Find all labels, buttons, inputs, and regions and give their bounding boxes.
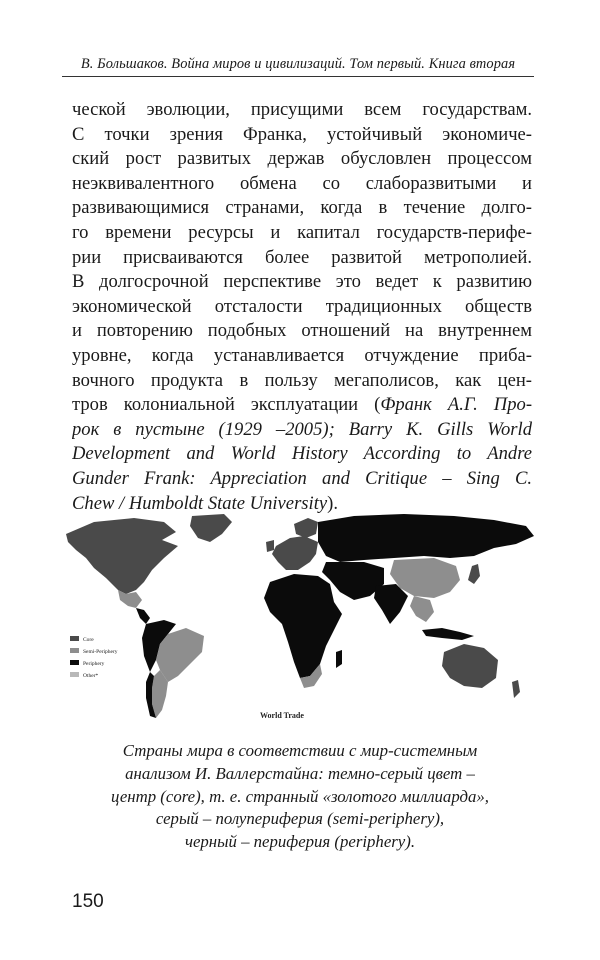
map-legend xyxy=(70,636,118,679)
text-line: вочного продукта в пользу мегаполисов, как цен- xyxy=(72,369,532,391)
citation-line: Development and World History According to Andre xyxy=(72,443,532,465)
text-line: уровне, когда устанавливается отчуждение приба- xyxy=(72,344,532,366)
text-segment: ). xyxy=(327,492,338,514)
caption-line: черный – периферия (periphery). xyxy=(184,832,416,852)
mexico-semi-periphery xyxy=(118,590,142,608)
greenland xyxy=(190,514,232,542)
legend-swatch-other xyxy=(70,672,79,677)
legend-label-other: Other* xyxy=(83,673,99,679)
citation-segment: Chew / Humboldt State University xyxy=(72,492,328,514)
southeast-asia-semi-periphery xyxy=(410,596,434,622)
legend-swatch-semi-periphery xyxy=(70,648,79,653)
caption-line: центр (core), т. е. странный «золотого миллиарда», xyxy=(111,786,489,806)
text-line: В долгосрочной перспективе это ведет к развитию xyxy=(72,271,532,293)
north-america-core xyxy=(66,518,178,594)
text-line: и повторению подобных отношений на внутреннем xyxy=(72,320,532,342)
new-zealand-core xyxy=(512,680,520,698)
citation-line: Gunder Frank: Appreciation and Critique – Sing C. xyxy=(72,467,532,489)
caption-line: анализом И. Валлерстайна: темно-серый цвет – xyxy=(125,763,475,783)
russia-periphery xyxy=(318,514,534,562)
text-line: ческой эволюции, присущими всем государствам. xyxy=(72,99,532,120)
text-segment: тров колониальной эксплуатации ( xyxy=(72,394,381,416)
map-title: World Trade xyxy=(260,711,304,720)
caption-line: серый – полупериферия (semi-periphery), xyxy=(155,809,445,829)
text-line: развивающимися странами, когда в течение долго- xyxy=(72,197,532,219)
caption-line: Страны мира в соответствии с мир-системным xyxy=(122,741,478,760)
text-line: неэквивалентного обмена со слаборазвитыми и xyxy=(72,172,532,194)
citation-segment: Франк А.Г. Про- xyxy=(380,394,532,416)
text-line: го времени ресурсы и капитал государств-перифе- xyxy=(72,221,532,243)
text-line xyxy=(72,393,532,418)
europe-core xyxy=(272,536,318,570)
body-text xyxy=(72,98,532,516)
madagascar-periphery xyxy=(336,650,342,668)
citation-line: рок в пустыне (1929 –2005); Barry K. Gills World xyxy=(72,418,532,440)
text-line: экономической отсталости традиционных обществ xyxy=(72,295,532,317)
legend-label-semi-periphery: Semi-Periphery xyxy=(83,649,118,655)
australia-core xyxy=(442,644,498,688)
page-number: 150 xyxy=(72,891,104,912)
japan-core xyxy=(468,564,480,584)
africa-periphery xyxy=(264,574,342,678)
figure-caption xyxy=(70,740,530,854)
uk-core xyxy=(266,540,274,552)
world-map-figure xyxy=(64,512,540,734)
scandinavia-core xyxy=(294,518,318,538)
legend-swatch-core xyxy=(70,636,79,641)
legend-label-periphery: Periphery xyxy=(83,661,105,667)
world-map xyxy=(64,512,540,734)
legend-swatch-periphery xyxy=(70,660,79,665)
legend-label-core: Core xyxy=(83,637,94,643)
text-line: рии присваиваются более развитой метрополией. xyxy=(72,246,532,268)
text-line: ский рост развитых держав обусловлен процессом xyxy=(72,148,532,170)
text-line: С точки зрения Франка, устойчивый экономиче- xyxy=(72,123,532,145)
central-america-periphery xyxy=(136,608,150,624)
indonesia-periphery xyxy=(422,628,474,640)
running-head: В. Большаков. Война миров и цивилизаций. Том первый. Книга вторая xyxy=(62,56,534,77)
india-periphery xyxy=(374,584,408,624)
